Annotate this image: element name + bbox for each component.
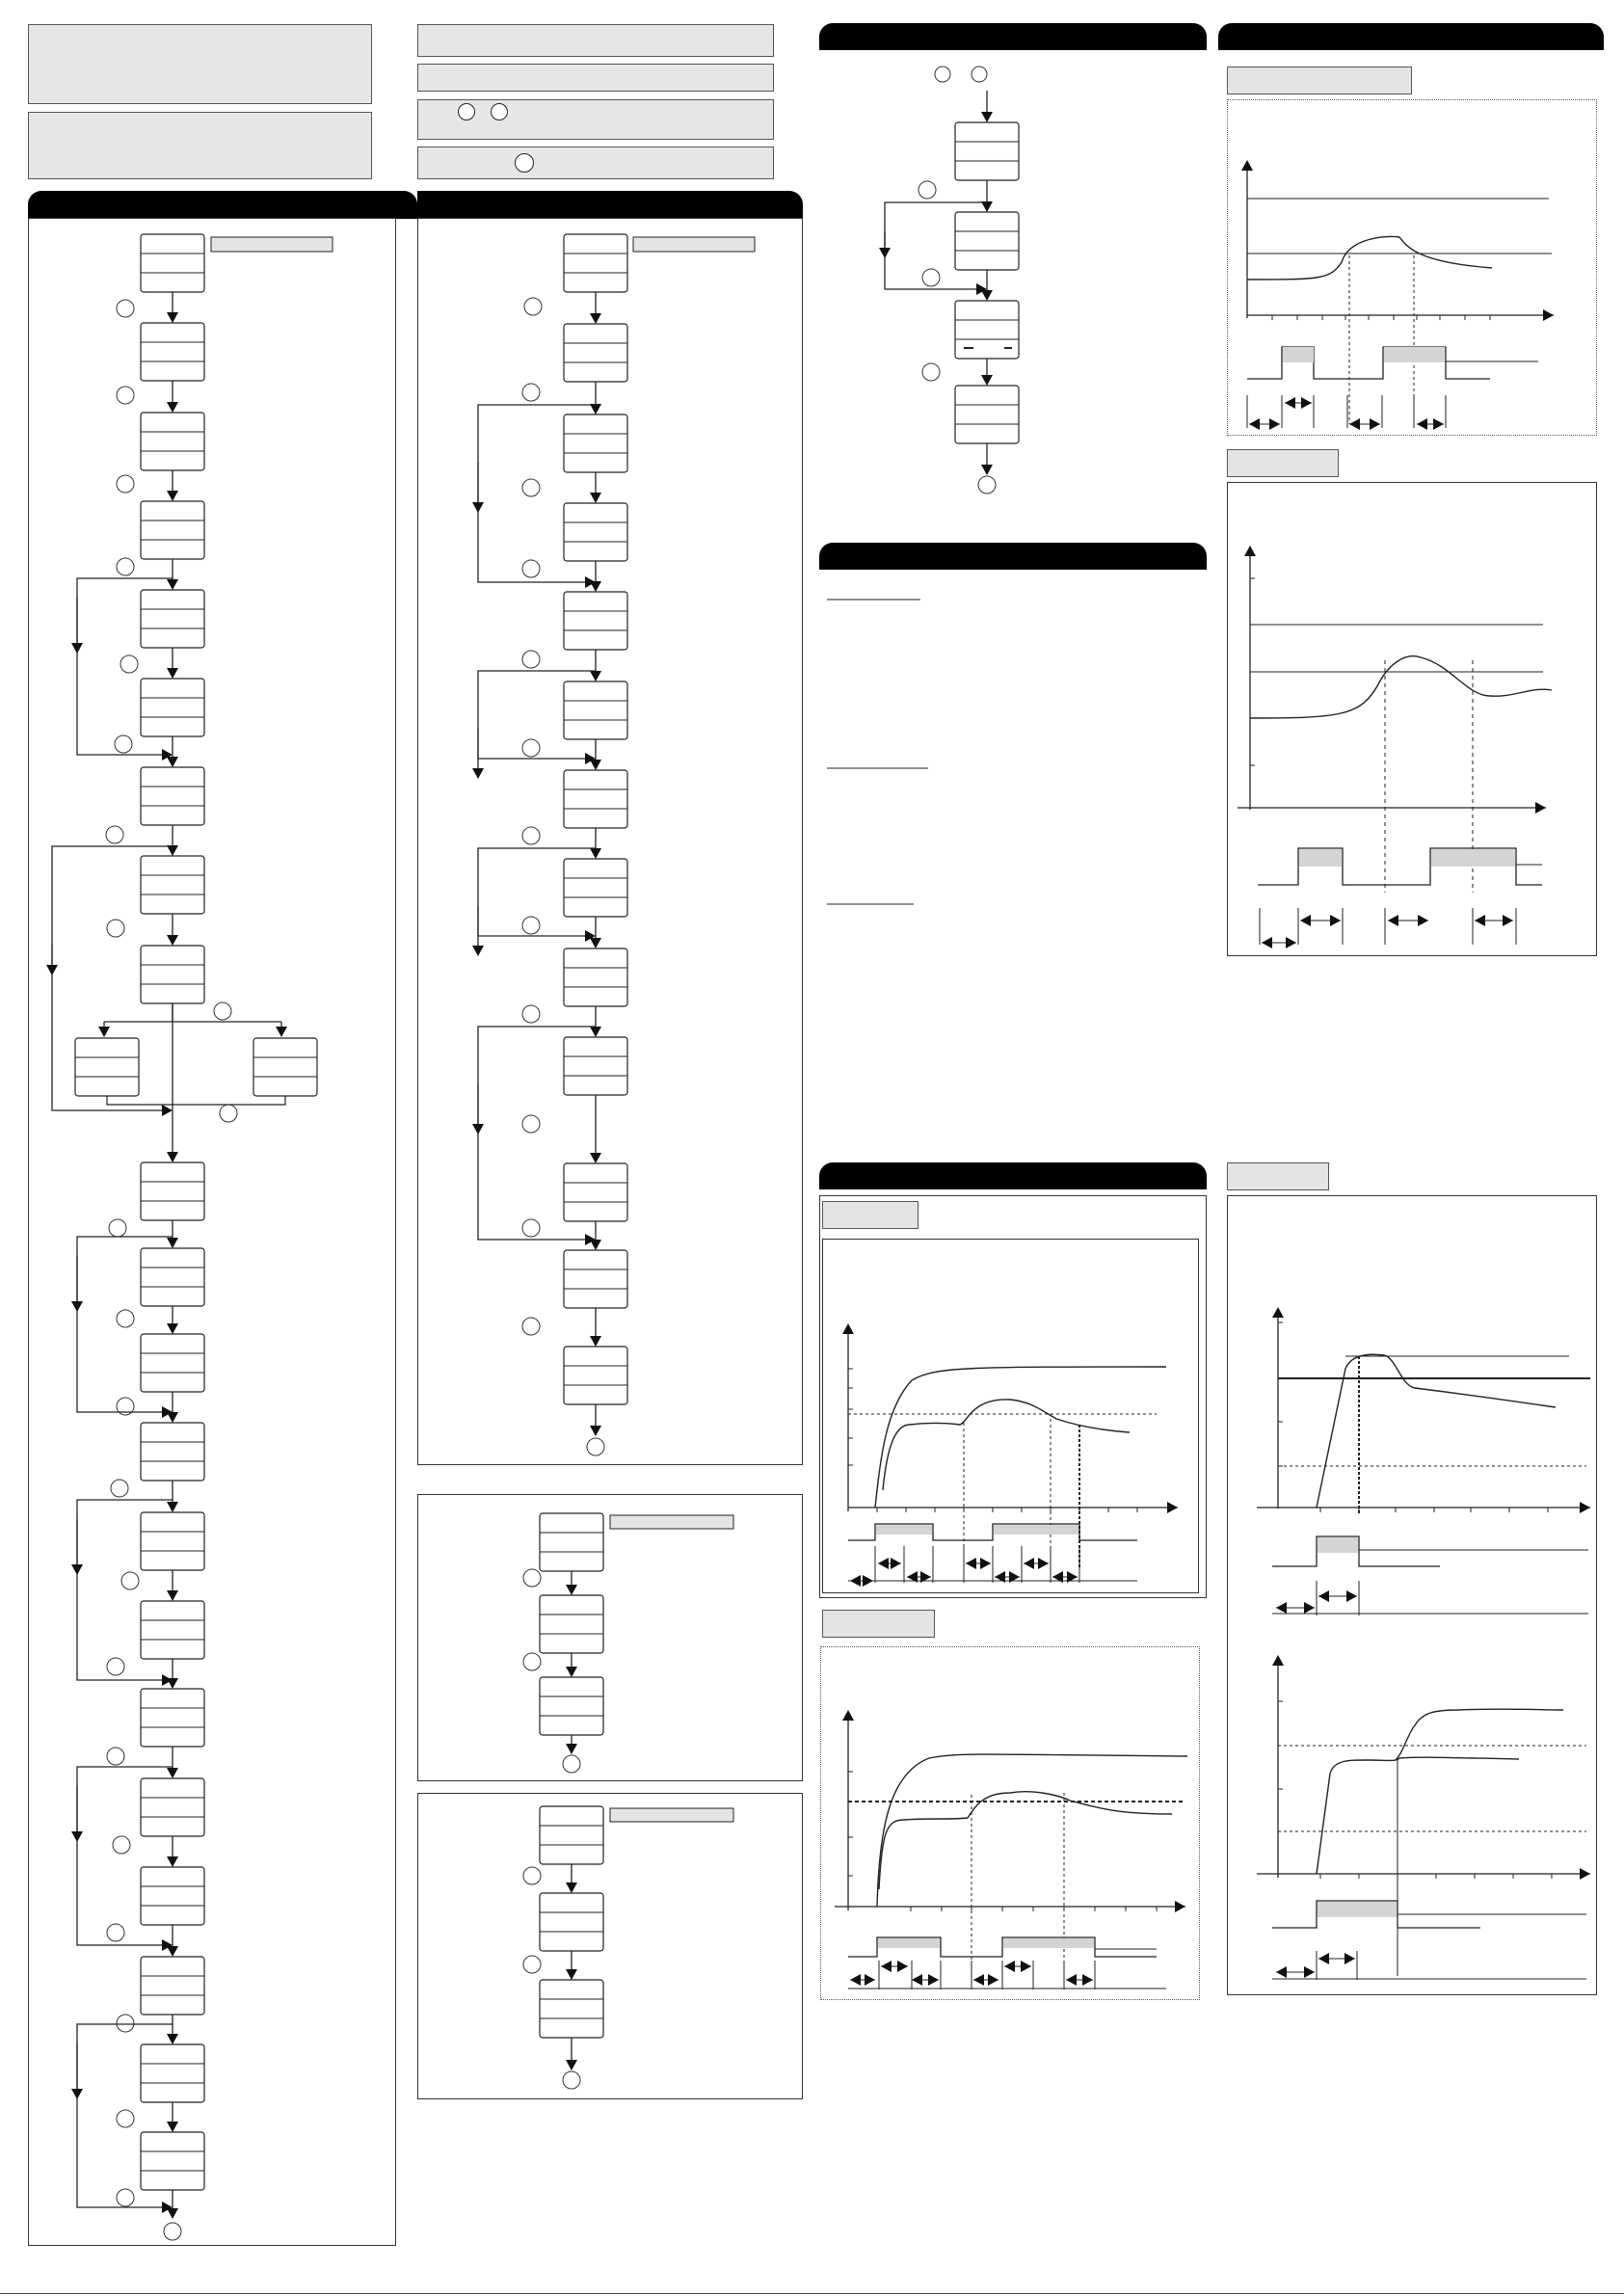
setpoint-curve [877, 1754, 1187, 1907]
parameter-box [955, 301, 1019, 359]
arrowhead-icon [928, 1974, 939, 1986]
arrowhead-icon [981, 290, 993, 301]
arrowhead-icon [1249, 418, 1260, 430]
loop-arrowhead-icon [71, 1301, 83, 1312]
arrowhead-icon [1285, 397, 1295, 409]
arrowhead-icon [1580, 1868, 1590, 1880]
branch-arrowhead-icon [276, 1027, 287, 1037]
end-key-icon [164, 2223, 181, 2240]
arrowhead-icon [566, 1969, 577, 1980]
loop-arrowhead-icon [46, 965, 58, 975]
parameter-box [141, 767, 204, 825]
output-highlight [994, 1525, 1078, 1535]
parameter-box [564, 592, 627, 650]
arrowhead-icon [842, 1710, 854, 1721]
branch-arrowhead-icon [98, 1027, 110, 1037]
output-highlight [1318, 1537, 1358, 1553]
parameter-box [955, 386, 1019, 443]
set-key-icon [115, 735, 132, 753]
parameter-box [141, 1867, 204, 1925]
flow-arrowhead-icon [590, 493, 601, 503]
set-key-icon [523, 1653, 541, 1670]
parameter-box [540, 1980, 603, 2038]
parameter-box [141, 946, 204, 1003]
parameter-box [564, 1250, 627, 1308]
parameter-box [564, 681, 627, 739]
loop-arrowhead-icon [472, 768, 484, 779]
arrowhead-icon [566, 1667, 577, 1677]
loop-arrowhead-icon [71, 643, 83, 654]
flow-arrowhead-icon [167, 1152, 178, 1162]
process-value-curve [1399, 1757, 1519, 1759]
flow-arrowhead-icon [590, 1336, 601, 1347]
arrowhead-icon [566, 1585, 577, 1595]
arrowhead-icon [897, 1961, 908, 1972]
arrowhead-icon [1024, 1558, 1034, 1569]
arrowhead-icon [966, 1558, 976, 1569]
end-key-icon [587, 1438, 604, 1455]
parameter-box [564, 503, 627, 561]
set-key-icon [918, 181, 936, 199]
arrowhead-icon [1276, 1602, 1287, 1614]
branch-box-right [253, 1038, 317, 1096]
parameter-label-tag [610, 1808, 733, 1822]
arrowhead-icon [1276, 1966, 1287, 1978]
arrowhead-icon [1175, 1901, 1185, 1912]
set-key-icon [106, 826, 123, 843]
parameter-box [141, 1512, 204, 1570]
arrowhead-icon [981, 112, 993, 122]
set-key-icon [107, 1924, 124, 1941]
parameter-box [141, 501, 204, 559]
flow-arrowhead-icon [167, 1323, 178, 1334]
arrowhead-icon [1543, 309, 1554, 321]
flow-arrowhead-icon [167, 312, 178, 323]
set-key-icon [107, 1658, 124, 1675]
arrowhead-icon [1269, 418, 1280, 430]
loop-arrowhead-icon [162, 1105, 173, 1116]
arrowhead-icon [980, 1558, 991, 1569]
set-key-icon [522, 1219, 540, 1237]
loop-arrowhead-icon [71, 1831, 83, 1842]
arrowhead-icon [1004, 1961, 1015, 1972]
arrowhead-icon [1580, 1502, 1590, 1513]
parameter-box [540, 1806, 603, 1864]
arrowhead-icon [1318, 1953, 1329, 1964]
set-key-icon [522, 739, 540, 757]
arrowhead-icon [1330, 915, 1341, 926]
arrowhead-icon [981, 465, 993, 475]
parameter-box [564, 324, 627, 382]
flow-arrowhead-icon [167, 1856, 178, 1867]
parameter-box [540, 1677, 603, 1735]
loop-arrowhead-icon [472, 946, 484, 956]
parameter-box [141, 1423, 204, 1481]
arrowhead-icon [1021, 1961, 1031, 1972]
set-key-icon [522, 479, 540, 496]
flow-arrowhead-icon [590, 938, 601, 948]
flow-arrowhead-icon [590, 1027, 601, 1037]
set-key-icon [107, 920, 124, 937]
flow-arrowhead-icon [167, 1502, 178, 1512]
output-highlight [876, 1525, 932, 1535]
flow-arrowhead-icon [167, 2034, 178, 2044]
arrowhead-icon [912, 1974, 922, 1986]
set-key-icon [109, 1219, 126, 1237]
process-value-curve [1247, 236, 1492, 280]
parameter-box [141, 1957, 204, 2015]
set-key-icon [117, 2189, 134, 2206]
arrowhead-icon [850, 1974, 861, 1986]
arrowhead-icon [1417, 418, 1427, 430]
set-key-icon [120, 655, 138, 673]
loop-arrowhead-icon [71, 1564, 83, 1575]
set-key-icon [121, 1572, 139, 1589]
process-value-curve [1317, 1758, 1399, 1874]
arrowhead-icon [1433, 418, 1444, 430]
arrowhead-icon [1167, 1502, 1178, 1513]
set-key-icon [522, 827, 540, 844]
set-key-icon [107, 1748, 124, 1765]
set-key-icon [523, 1569, 541, 1587]
parameter-box [141, 590, 204, 648]
parameter-box [141, 1778, 204, 1836]
branch-box-left [75, 1038, 139, 1096]
set-key-icon [117, 300, 134, 317]
arrowhead-icon [1066, 1974, 1077, 1986]
arrowhead-icon [1370, 418, 1380, 430]
arrowhead-icon [865, 1974, 875, 1986]
output-highlight [1003, 1938, 1094, 1948]
arrowhead-icon [1286, 937, 1296, 948]
set-key-icon [220, 1105, 237, 1122]
parameter-box [564, 234, 627, 292]
output-highlight [1431, 849, 1515, 867]
arrowhead-icon [1418, 915, 1428, 926]
parameter-box [141, 1248, 204, 1306]
set-key-icon [922, 363, 940, 381]
parameter-label-tag [211, 237, 333, 252]
arrowhead-icon [1272, 1655, 1284, 1666]
setpoint-curve [1396, 1709, 1563, 1760]
parameter-box [141, 2132, 204, 2190]
parameter-label-tag [633, 237, 755, 252]
parameter-box [141, 1334, 204, 1392]
loop-arrowhead-icon [472, 1124, 484, 1135]
loop-arrowhead-icon [472, 502, 484, 513]
arrowhead-icon [1475, 915, 1485, 926]
parameter-box [564, 948, 627, 1006]
process-value-curve [883, 1400, 1130, 1490]
down-key-icon [972, 67, 987, 82]
output-highlight [1283, 347, 1314, 362]
parameter-box [141, 413, 204, 470]
setpoint-curve [875, 1367, 1166, 1508]
arrowhead-icon [1304, 1602, 1315, 1614]
page-footer-rule [0, 2293, 1624, 2294]
set-key-icon [522, 1318, 540, 1335]
flow-arrowhead-icon [167, 757, 178, 767]
arrowhead-icon [1301, 397, 1312, 409]
arrowhead-icon [1082, 1974, 1093, 1986]
parameter-box [540, 1513, 603, 1571]
flow-arrowhead-icon [167, 579, 178, 590]
parameter-box [540, 1893, 603, 1951]
output-highlight [1384, 347, 1445, 362]
flow-arrowhead-icon [167, 2208, 178, 2219]
set-key-icon [214, 1002, 231, 1020]
set-key-icon [523, 1867, 541, 1884]
flow-arrowhead-icon [590, 671, 601, 681]
process-value-curve [1250, 656, 1552, 718]
set-key-icon [117, 2110, 134, 2127]
flow-arrowhead-icon [590, 760, 601, 770]
arrowhead-icon [566, 1882, 577, 1893]
flow-arrowhead-icon [167, 1946, 178, 1957]
parameter-box [141, 1162, 204, 1220]
output-highlight [878, 1938, 940, 1948]
parameter-box [141, 2044, 204, 2102]
set-key-icon [117, 2015, 134, 2032]
set-key-icon [522, 1005, 540, 1023]
set-key-icon [117, 558, 134, 575]
parameter-box [540, 1595, 603, 1653]
arrowhead-icon [842, 1323, 854, 1334]
parameter-box [955, 122, 1019, 180]
arrowhead-icon [1349, 418, 1360, 430]
arrowhead-icon [1388, 915, 1398, 926]
set-key-icon [524, 298, 542, 315]
set-key-icon [117, 1310, 134, 1327]
end-key-icon [563, 2071, 580, 2089]
loop-arrowhead-icon [71, 2089, 83, 2099]
arrowhead-icon [1346, 1590, 1357, 1602]
parameter-box [564, 859, 627, 917]
end-key-icon [978, 476, 996, 494]
set-key-icon [522, 384, 540, 401]
flow-arrowhead-icon [167, 1590, 178, 1601]
arrowhead-icon [1318, 1590, 1329, 1602]
arrowhead-icon [879, 248, 891, 258]
flow-arrowhead-icon [590, 1426, 601, 1436]
arrowhead-icon [863, 1575, 873, 1587]
parameter-box [141, 234, 204, 292]
flow-arrowhead-icon [167, 1238, 178, 1248]
arrowhead-icon [1272, 1307, 1284, 1318]
set-key-icon [113, 1836, 130, 1854]
parameter-box [955, 212, 1019, 270]
arrowhead-icon [881, 1961, 892, 1972]
arrowhead-icon [878, 1558, 889, 1569]
set-key-icon [922, 269, 940, 286]
flow-arrowhead-icon [590, 313, 601, 324]
up-key-icon [935, 67, 950, 82]
flow-arrowhead-icon [590, 848, 601, 859]
flow-arrowhead-icon [167, 402, 178, 413]
arrowhead-icon [1241, 160, 1253, 171]
arrowhead-icon [1535, 802, 1546, 814]
arrowhead-icon [1344, 1953, 1355, 1964]
parameter-box [141, 323, 204, 381]
set-key-icon [117, 387, 134, 404]
parameter-box [141, 1601, 204, 1659]
set-key-icon [111, 1480, 128, 1497]
parameter-box [141, 679, 204, 736]
set-key-icon [117, 475, 134, 493]
set-key-icon [522, 917, 540, 934]
flow-arrowhead-icon [167, 668, 178, 679]
arrowhead-icon [566, 1744, 577, 1754]
parameter-box [564, 770, 627, 828]
output-highlight [1318, 1902, 1397, 1917]
set-key-icon [522, 1115, 540, 1133]
arrowhead-icon [973, 1974, 984, 1986]
arrowhead-icon [981, 375, 993, 386]
flow-arrowhead-icon [590, 1153, 601, 1163]
set-key-icon [522, 651, 540, 668]
arrowhead-icon [1503, 915, 1513, 926]
arrowhead-icon [850, 1575, 861, 1587]
flow-arrowhead-icon [167, 491, 178, 501]
arrowhead-icon [1244, 546, 1256, 556]
branch-connector [107, 1096, 285, 1105]
flow-arrowhead-icon [167, 1768, 178, 1778]
arrowhead-icon [988, 1974, 998, 1986]
arrowhead-icon [566, 2060, 577, 2070]
set-key-icon [522, 560, 540, 577]
parameter-box [564, 1347, 627, 1404]
parameter-box [564, 1163, 627, 1221]
parameter-box [141, 1689, 204, 1747]
parameter-label-tag [610, 1515, 733, 1529]
end-key-icon [563, 1755, 580, 1773]
flow-arrowhead-icon [167, 935, 178, 946]
arrowhead-icon [1038, 1558, 1049, 1569]
arrowhead-icon [1300, 915, 1311, 926]
flow-arrowhead-icon [167, 2122, 178, 2132]
parameter-box [141, 856, 204, 914]
parameter-box [564, 1037, 627, 1095]
set-key-icon [523, 1956, 541, 1973]
process-value-curve [879, 1792, 1172, 1889]
output-highlight [1299, 849, 1342, 867]
arrowhead-icon [1304, 1966, 1315, 1978]
parameter-box [564, 414, 627, 472]
arrowhead-icon [1262, 937, 1272, 948]
arrowhead-icon [891, 1558, 901, 1569]
